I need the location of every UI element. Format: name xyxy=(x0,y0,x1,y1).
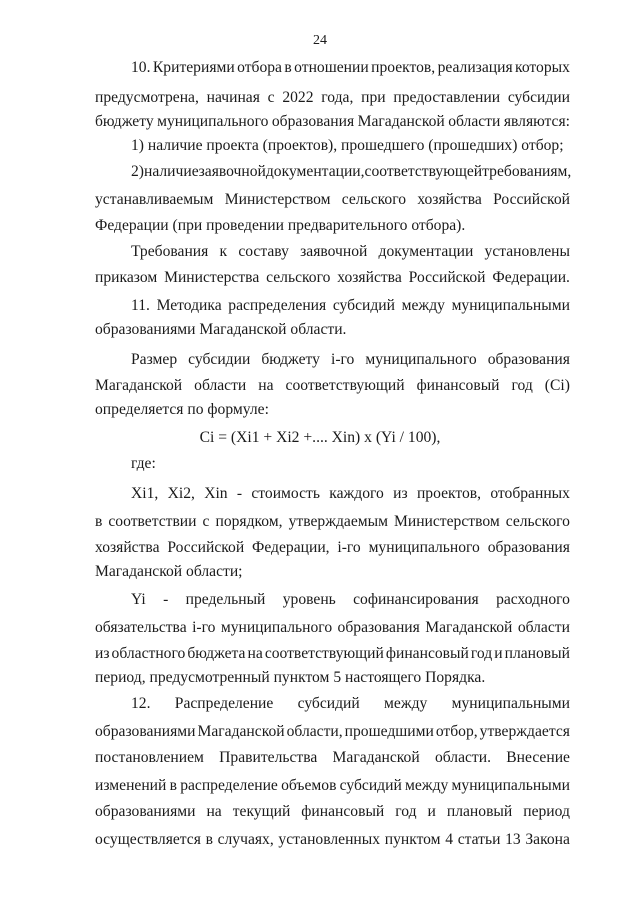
word: образованиями xyxy=(95,803,196,820)
word: распределения xyxy=(228,297,327,314)
word: на xyxy=(247,645,263,662)
word: Министерства xyxy=(164,269,260,286)
word: пунктом xyxy=(384,831,441,848)
word: Xi1, xyxy=(131,485,159,502)
word: на xyxy=(258,377,274,394)
word: i-го xyxy=(192,619,216,636)
word: Yi xyxy=(131,591,146,608)
word: в xyxy=(95,513,103,530)
word: распределение xyxy=(180,777,278,794)
word: Магаданской xyxy=(197,723,285,740)
word: между xyxy=(405,777,449,794)
word: муниципального xyxy=(220,619,333,636)
word: заявочной xyxy=(300,243,368,260)
word: обязательства xyxy=(95,619,187,636)
word: хозяйства xyxy=(337,269,402,286)
word: Правительства xyxy=(219,749,318,766)
word: сельского xyxy=(505,513,570,530)
word: реализация xyxy=(437,59,513,76)
word: Xin xyxy=(204,485,228,502)
word: соответствующей xyxy=(364,163,483,180)
word: года, xyxy=(321,89,354,106)
word: изменений xyxy=(95,777,167,794)
word: области. xyxy=(434,749,491,766)
word: сельского xyxy=(266,269,331,286)
word: являются: xyxy=(503,113,570,130)
word: муниципального xyxy=(365,351,477,368)
word: 13 xyxy=(505,831,521,848)
word: устанавливаемым xyxy=(95,191,214,208)
word: Федерации. xyxy=(492,269,570,286)
word: отобранных xyxy=(490,485,570,502)
word: Министерством xyxy=(393,513,500,530)
word: утверждается xyxy=(479,723,570,740)
word: прошедшими xyxy=(344,723,434,740)
word: Методика xyxy=(156,297,222,314)
word: составу xyxy=(238,243,289,260)
word: проектов, xyxy=(371,59,436,76)
word: (Ci) xyxy=(544,377,570,394)
word: финансовый xyxy=(385,645,469,662)
word: текущий xyxy=(232,803,291,820)
word: из xyxy=(95,645,110,662)
word: соответствующий xyxy=(264,645,384,662)
word: приказом xyxy=(95,269,158,286)
word: муниципальными xyxy=(451,777,570,794)
word: области xyxy=(194,377,247,394)
word: финансовый xyxy=(301,803,385,820)
word: предоставлении xyxy=(393,89,501,106)
word: Размер xyxy=(131,351,178,368)
word: муниципального xyxy=(157,113,269,130)
word: Магаданской xyxy=(332,749,420,766)
word: образования xyxy=(487,351,570,368)
word: 10. xyxy=(131,59,151,76)
word: и xyxy=(494,645,503,662)
word: субсидий xyxy=(339,777,402,794)
word: - xyxy=(236,485,243,502)
word: образования xyxy=(337,619,420,636)
word: финансовый xyxy=(416,377,500,394)
word: постановлением xyxy=(95,749,204,766)
word: Магаданской xyxy=(95,377,183,394)
word: установлены xyxy=(484,243,570,260)
word: субсидий xyxy=(332,297,395,314)
word: Российской xyxy=(493,191,570,208)
word: - xyxy=(163,591,169,608)
word: Магаданской xyxy=(425,619,513,636)
word: образования xyxy=(271,113,355,130)
word: каждого xyxy=(329,485,384,502)
word: утверждаемым xyxy=(288,513,388,530)
word: Российской xyxy=(408,269,486,286)
word: между xyxy=(401,297,445,314)
word: i-го xyxy=(337,539,361,556)
word: i-го xyxy=(330,351,355,368)
word: уровень xyxy=(282,591,336,608)
word: проектов, xyxy=(416,485,482,502)
word: отношении xyxy=(294,59,369,76)
word: наличие xyxy=(144,163,199,180)
word: на xyxy=(206,803,222,820)
word: предельный xyxy=(185,591,266,608)
word: бюджету xyxy=(261,351,320,368)
word: Распределение xyxy=(174,695,274,712)
word: хозяйства xyxy=(417,191,482,208)
word: Критериями xyxy=(152,59,235,76)
word: год xyxy=(511,377,533,394)
word: 4 xyxy=(445,831,454,848)
word: с xyxy=(202,513,210,530)
word: между xyxy=(384,695,428,712)
word: Министерством xyxy=(224,191,331,208)
word: области xyxy=(448,113,501,130)
word: с xyxy=(267,89,275,106)
word: Федерации, xyxy=(252,539,330,556)
word: начиная xyxy=(206,89,260,106)
word: порядком, xyxy=(215,513,283,530)
word: Магаданской xyxy=(357,113,445,130)
word: требованиям, xyxy=(482,163,572,180)
word: плановый xyxy=(446,803,513,820)
word: установленных xyxy=(278,831,381,848)
word: Внесение xyxy=(506,749,570,766)
word: статьи xyxy=(457,831,501,848)
word: Xi2, xyxy=(167,485,195,502)
word: сельского xyxy=(341,191,406,208)
word: в xyxy=(205,831,213,848)
word: год xyxy=(470,645,493,662)
word: Требования xyxy=(131,243,209,260)
word: стоимость xyxy=(251,485,320,502)
formula: Ci = (Xi1 + Xi2 +.... Xin) x (Yi / 100), xyxy=(199,429,441,446)
word: год xyxy=(395,803,417,820)
word: осуществляется xyxy=(95,831,201,848)
word: отбор, xyxy=(435,723,478,740)
word: период xyxy=(523,803,570,820)
word: случаях, xyxy=(217,831,274,848)
word: образования xyxy=(487,539,570,556)
word: 11. xyxy=(131,297,150,314)
word: 2) xyxy=(131,163,144,180)
word: образованиями xyxy=(95,723,196,740)
word: областного xyxy=(111,645,186,662)
word: субсидий xyxy=(297,695,360,712)
word: Закона xyxy=(525,831,570,848)
word: заявочной xyxy=(198,163,266,180)
word: области, xyxy=(286,723,343,740)
word: субсидии xyxy=(188,351,251,368)
word: из xyxy=(393,485,408,502)
word: документации, xyxy=(265,163,365,180)
document-page: 24 10. Критериями отбора в отношении проектов, реализация которых предусмотрена, начиная с 2022 года, при предоставлении субсидии бюджету муниципального образования Магаданской области являются: 1) наличие проекта (проектов), прошедшего (прошедших) отбор; 2) наличие заявочной документации, соответствующей требованиям, устанавливаемым Министерством сельского хозяйства Российской Федерации (при проведении предварительного отбора). Требования к составу заявочной документации установлены приказом Министерства сельского хозяйства Российской Федерации. 11. Методика распределения субсидий между муниципальными образованиями Магаданской области. Размер субсидии бюджету i-го муниципального образования Магаданской области на соответствующий финансовый год (Ci) определяется по формуле: Ci = (Xi1 + Xi2 +.... Xin) x (Yi / 100), где: Xi1, Xi2, Xin - стоимость каждого из проектов, отобранных в соответствии с порядком, утверждаемым Министерством сельского хозяйства Российской Федерации, i-го муниципального образования Магаданской области; Yi - предельный уровень софинансирования расходного обязательства i-го муниципального образования Магаданской области из областного бюджета на соответствующий финансовый год и плановый период, предусмотренный пунктом 5 настоящего Порядка. 12. Распределение субсидий между муниципальными образованиями Магаданской области, прошедшими отбор, утверждается постановлением Правительства Магаданской области. Внесение изменений в распределение объемов субсидий между муниципальными образованиями на текущий финансовый год и плановый период осуществляется в случаях, установленных пунктом 4 статьи 13 Закона xyxy=(0,0,640,905)
word: расходного xyxy=(496,591,570,608)
word: муниципальными xyxy=(451,695,570,712)
word: отбора xyxy=(237,59,282,76)
word: хозяйства xyxy=(95,539,160,556)
word: в xyxy=(169,777,177,794)
word: 2022 xyxy=(282,89,314,106)
word: и xyxy=(427,803,436,820)
word: к xyxy=(219,243,228,260)
word: области xyxy=(517,619,570,636)
word: которых xyxy=(515,59,570,76)
page-number: 24 xyxy=(313,33,327,48)
word: бюджета xyxy=(187,645,246,662)
word: документации xyxy=(378,243,474,260)
word: муниципального xyxy=(368,539,480,556)
word: бюджету xyxy=(95,113,154,130)
word: соответствующий xyxy=(285,377,405,394)
word: в xyxy=(284,59,292,76)
word: муниципальными xyxy=(451,297,570,314)
word: софинансирования xyxy=(353,591,479,608)
word: соответствии xyxy=(108,513,197,530)
word: объемов xyxy=(281,777,337,794)
word: субсидии xyxy=(507,89,570,106)
word: 12. xyxy=(131,695,151,712)
word: при xyxy=(361,89,386,106)
word: Российской xyxy=(167,539,245,556)
word: плановый xyxy=(504,645,570,662)
word: предусмотрена, xyxy=(95,89,199,106)
